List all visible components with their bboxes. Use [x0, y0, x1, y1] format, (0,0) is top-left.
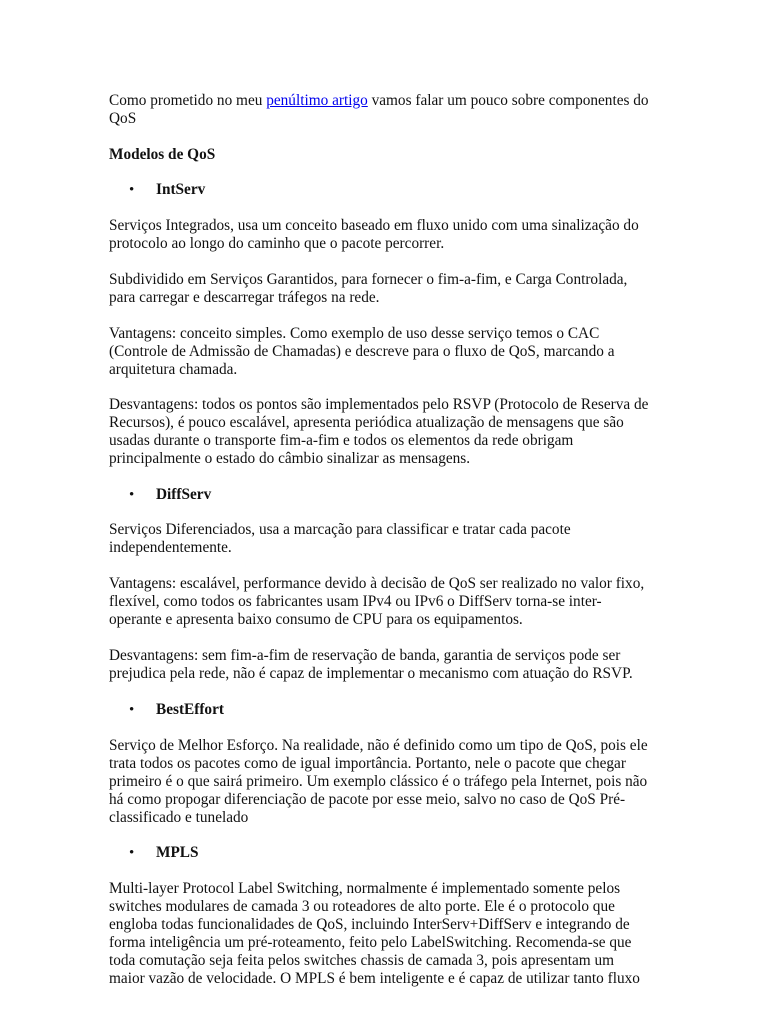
intro-line-2: QoS: [109, 110, 137, 127]
intro-line-1: [109, 92, 649, 110]
intserv-p2-line: para carregar e descarregar tráfegos na rede.: [109, 289, 380, 306]
mpls-p1-line: engloba todas funcionalidades de QoS, incluindo InterServ+DiffServ e integrando de: [109, 916, 630, 933]
besteffort-p1-line: primeiro é o que sairá primeiro. Um exemplo clássico é o tráfego pela Internet, pois não: [109, 773, 648, 790]
section-title-mpls: MPLS: [156, 844, 199, 861]
bullet-icon: •: [129, 487, 135, 503]
section-title-diffserv: DiffServ: [156, 486, 212, 503]
mpls-p1-line: maior vazão de velocidade. O MPLS é bem inteligente e é capaz de utilizar tanto fluxo: [109, 970, 640, 987]
intserv-p4-line: Desvantagens: todos os pontos são implementados pelo RSVP (Protocolo de Reserva de: [109, 396, 649, 413]
section-title-intserv: IntServ: [156, 181, 206, 198]
intserv-p3-line: arquitetura chamada.: [109, 361, 238, 378]
intro-text-after-link: vamos falar um pouco sobre componentes do: [367, 92, 649, 109]
intserv-p3-line: Vantagens: conceito simples. Como exemplo de uso desse serviço temos o CAC: [109, 325, 600, 342]
intserv-p4-line: Recursos), é pouco escalável, apresenta periódica atualização de mensagens que são: [109, 414, 624, 431]
intserv-p2-line: Subdividido em Serviços Garantidos, para fornecer o fim-a-fim, e Carga Controlada,: [109, 271, 628, 288]
diffserv-p2-line: flexível, como todos os fabricantes usam IPv4 ou IPv6 o DiffServ torna-se inter-: [109, 593, 602, 610]
mpls-p1-line: switches modulares de camada 3 ou roteadores de alto porte. Ele é o protocolo que: [109, 898, 615, 915]
diffserv-p1-line: independentemente.: [109, 539, 232, 556]
intserv-p1-line: protocolo ao longo do caminho que o pacote percorrer.: [109, 235, 445, 252]
intserv-p3-line: (Controle de Admissão de Chamadas) e descreve para o fluxo de QoS, marcando a: [109, 343, 615, 360]
diffserv-p3-line: Desvantagens: sem fim-a-fim de reservação de banda, garantia de serviços pode ser: [109, 647, 621, 664]
bullet-icon: •: [129, 845, 135, 861]
besteffort-p1-line: Serviço de Melhor Esforço. Na realidade, não é definido como um tipo de QoS, pois ele: [109, 737, 648, 754]
intserv-p4-line: usadas durante o transporte fim-a-fim e todos os elementos da rede obrigam: [109, 432, 574, 449]
mpls-p1-line: forma inteligência um pré-roteamento, feito pelo LabelSwitching. Recomenda-se que: [109, 934, 632, 951]
intserv-p4-line: principalmente o estado do câmbio sinalizar as mensagens.: [109, 450, 471, 467]
besteffort-p1-line: há como propogar diferenciação de pacote por esse meio, salvo no caso de QoS Pré-: [109, 791, 626, 808]
diffserv-p1-line: Serviços Diferenciados, usa a marcação para classificar e tratar cada pacote: [109, 521, 571, 538]
section-title-besteffort: BestEffort: [156, 701, 224, 718]
diffserv-p2-line: Vantagens: escalável, performance devido à decisão de QoS ser realizado no valor fixo,: [109, 575, 645, 592]
mpls-p1-line: Multi-layer Protocol Label Switching, normalmente é implementado somente pelos: [109, 880, 621, 897]
bullet-icon: •: [129, 702, 135, 718]
intro-text-before-link: Como prometido no meu: [109, 92, 267, 109]
heading-modelos-de-qos: Modelos de QoS: [109, 146, 216, 163]
penultimo-artigo-link[interactable]: penúltimo artigo: [266, 92, 368, 109]
bullet-icon: •: [129, 182, 135, 198]
diffserv-p2-line: operante e apresenta baixo consumo de CPU para os equipamentos.: [109, 611, 523, 628]
diffserv-p3-line: prejudica pela rede, não é capaz de implementar o mecanismo com atuação do RSVP.: [109, 665, 633, 682]
besteffort-p1-line: trata todos os pacotes como de igual importância. Portanto, nele o pacote que chegar: [109, 755, 626, 772]
mpls-p1-line: toda comutação seja feita pelos switches chassis de camada 3, pois apresentam um: [109, 952, 615, 969]
intserv-p1-line: Serviços Integrados, usa um conceito baseado em fluxo unido com uma sinalização do: [109, 217, 639, 234]
besteffort-p1-line: classificado e tunelado: [109, 809, 249, 826]
